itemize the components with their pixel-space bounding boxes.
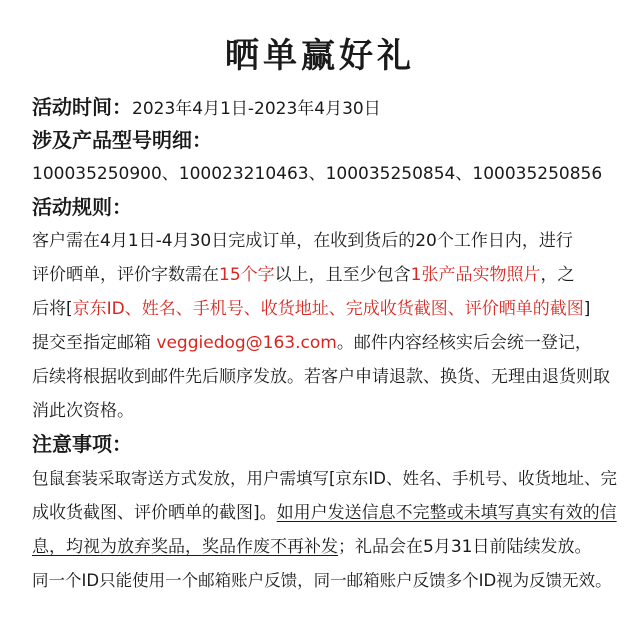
rules-line-3 <box>32 298 622 320</box>
models-list: 100035250900、100023210463、100035250854、100035250856 <box>32 164 603 184</box>
notes-line-2 <box>32 502 622 524</box>
notes-underlined-warning: 如用户发送信息不完整或未填写真实有效的信 <box>276 503 617 523</box>
rules-line-5: 后续将根据收到邮件先后顺序发放。若客户申请退款、换货、无理由退货则取 <box>32 367 610 387</box>
rules-text: 提交至指定邮箱 <box>32 333 157 353</box>
rules-text: 后将[ <box>32 299 73 319</box>
models-heading: 涉及产品型号明细： <box>32 128 212 152</box>
rules-text: 以上，且至少包含 <box>274 265 411 285</box>
rules-highlight-photo: 1张产品实物照片 <box>410 265 541 285</box>
notes-line-3 <box>32 536 622 558</box>
rules-heading: 活动规则： <box>32 195 132 219</box>
rules-text: ，之 <box>540 265 575 285</box>
rules-text: 。邮件内容经核实后会统一登记， <box>336 333 592 353</box>
rules-line-1: 客户需在4月1日-4月30日完成订单，在收到货后的20个工作日内，进行 <box>32 231 573 251</box>
activity-period-label: 活动时间： <box>32 95 132 119</box>
activity-period <box>32 96 622 120</box>
notes-text: 成收货截图、评价晒单的截图]。 <box>32 503 277 523</box>
notes-text: ；礼品会在5月31日前陆续发放。 <box>338 537 592 557</box>
rules-line-4 <box>32 332 622 354</box>
rules-text: ] <box>583 299 591 319</box>
rules-highlight-word-count: 15个字 <box>219 265 275 285</box>
rules-line-2 <box>32 264 622 286</box>
rules-text: 评价晒单，评价字数需在 <box>32 265 219 285</box>
rules-highlight-required-info: 京东ID、姓名、手机号、收货地址、完成收货截图、评价晒单的截图 <box>72 299 584 319</box>
notes-heading: 注意事项： <box>32 432 132 456</box>
notes-line-1: 包鼠套装采取寄送方式发放，用户需填写[京东ID、姓名、手机号、收货地址、完 <box>32 469 618 488</box>
rules-line-6: 消此次资格。 <box>32 401 134 421</box>
activity-period-value: 2023年4月1日-2023年4月30日 <box>132 99 381 119</box>
email-link[interactable]: veggiedog@163.com <box>156 333 337 353</box>
notes-underlined-warning-end: 息，均视为放弃奖品，奖品作废不再补发 <box>32 537 338 557</box>
notes-line-4: 同一个ID只能使用一个邮箱账户反馈，同一邮箱账户反馈多个ID视为反馈无效。 <box>32 571 612 590</box>
page-title: 晒单赢好礼 <box>225 36 415 76</box>
